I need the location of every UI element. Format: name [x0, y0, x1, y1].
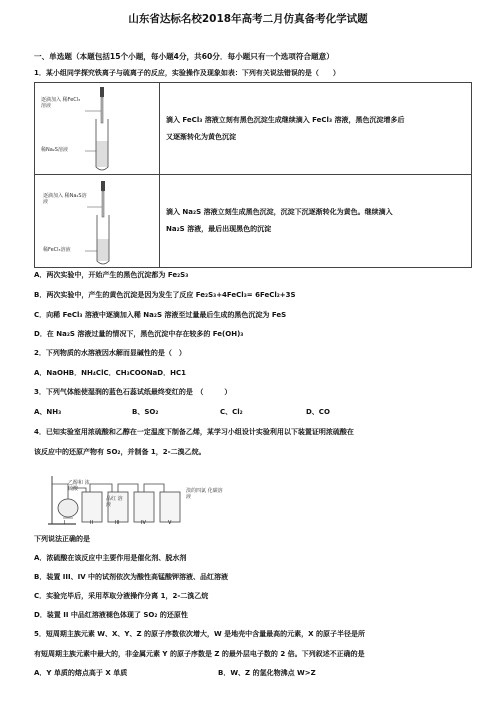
- q4-stem-line1: 4．已知实验室用浓硫酸和乙醇在一定温度下制备乙烯，某学习小组设计实验利用以下装置证明浓硫酸在: [34, 428, 354, 436]
- q4-option-d: D．装置 II 中品红溶液褪色体现了 SO₂ 的还原性: [34, 611, 188, 619]
- q4-apparatus-diagram: [46, 474, 336, 528]
- experiment-figure-2: [35, 175, 160, 268]
- desc-line: 滴入 FeCl₃ 溶液立刻有黑色沉淀生成继续滴入 FeCl₃ 溶液，黑色沉淀增多后: [166, 115, 405, 124]
- experiment-description-2: [160, 175, 472, 268]
- numeral: I: [64, 520, 66, 526]
- q3-option-a: A、NH₃: [34, 408, 62, 416]
- table-row: [35, 175, 472, 268]
- fig2-bottom-label: 稀FeCl₃溶液: [43, 247, 71, 253]
- bottle-label: 品红 溶液: [106, 496, 123, 508]
- desc-line: 滴入 Na₂S 溶液立刻生成黑色沉淀，沉淀下沉逐渐转化为黄色。继续滴入: [166, 208, 393, 216]
- dropper-tube-icon: [35, 85, 159, 173]
- q1-option-d: D．在 Na₂S 溶液过量的情况下，黑色沉淀中存在较多的 Fe(OH)₃: [34, 330, 244, 338]
- q2-stem: 2．下列物质的水溶液因水解而显碱性的是（ ）: [34, 349, 186, 357]
- q4-option-c: C．实验完毕后，采用萃取分液操作分离 1，2-二溴乙烷: [34, 592, 209, 600]
- experiment-description-1: [160, 83, 472, 175]
- numeral: II: [90, 520, 93, 526]
- fig2-top-label: 逐滴加入 稀Na₂S溶液: [43, 193, 87, 205]
- q1-stem: 1．某小组同学探究铁离子与硫离子的反应，实验操作及现象如表：下列有关说法错误的是（ ）: [34, 69, 340, 77]
- q5-option-b: B．W、Z 的氢化物沸点 W>Z: [218, 669, 316, 677]
- numeral: IV: [141, 520, 146, 526]
- q3-option-c: C、Cl₂: [220, 408, 243, 416]
- q5-option-a: A．Y 单质的熔点高于 X 单质: [34, 669, 128, 677]
- q2-options: A．NaOHB．NH₄ClC．CH₃COONaD．HC1: [34, 369, 186, 377]
- q4-option-a: A．浓硫酸在该反应中主要作用是催化剂、脱水剂: [34, 554, 187, 562]
- q1-option-b: B．两次实验中，产生的黄色沉淀是因为发生了反应 Fe₂S₃+4FeCl₃= 6FeCl₂+3S: [34, 291, 296, 299]
- bottle-label-right: 溴的四氯 化碳溶液: [186, 488, 223, 500]
- table-row: [35, 83, 472, 175]
- q1-option-a: A．两次实验中，开始产生的黑色沉淀都为 Fe₂S₃: [34, 271, 189, 279]
- flask-label: 乙醇和 浓硫酸: [68, 480, 90, 492]
- q1-option-c: C．向稀 FeCl₃ 溶液中逐滴加入稀 Na₂S 溶液至过量最后生成的黑色沉淀为 FeS: [34, 311, 287, 319]
- q4-lead: 下列说法正确的是: [34, 535, 90, 543]
- desc-line: Na₂S 溶液，最后出现黑色的沉淀: [166, 225, 272, 233]
- q4-option-b: B．装置 III、IV 中的试剂依次为酸性高锰酸钾溶液、品红溶液: [34, 573, 229, 581]
- experiment-figure-1: [35, 83, 160, 175]
- q3-option-b: B、SO₂: [132, 408, 159, 416]
- section-heading: 一、单选题（本题包括15个小题，每小题4分，共60分．每小题只有一个选项符合题意）: [34, 52, 334, 61]
- q3-option-d: D、CO: [306, 408, 330, 416]
- numeral: V: [168, 520, 172, 526]
- q5-stem-line1: 5．短周期主族元素 W、X、Y、Z 的原子序数依次增大，W 是地壳中含量最高的元素，X 的原子半径是所: [34, 630, 365, 638]
- page-title: 山东省达标名校2018年高考二月仿真备考化学试题: [128, 13, 368, 25]
- q3-stem: 3．下列气体能使湿润的蓝色石蕊试纸最终变红的是 （ ）: [34, 388, 232, 396]
- q4-stem-line2: 该反应中的还原产物有 SO₂，并制备 1，2-二溴乙烷。: [34, 448, 206, 456]
- dropper-tube-icon: [35, 177, 159, 265]
- q1-experiment-table: [34, 82, 472, 268]
- fig1-bottom-label: 稀Na₂S溶液: [41, 146, 68, 153]
- desc-line: 又逐渐转化为黄色沉淀: [166, 132, 236, 141]
- fig1-top-label: 逐滴加入 稀FeCl₃溶液: [41, 96, 81, 109]
- q5-stem-line2: 有短周期主族元素中最大的，非金属元素 Y 的原子序数是 Z 的最外层电子数的 2 倍。下列叙述不正确的是: [34, 650, 365, 658]
- numeral: III: [115, 520, 120, 526]
